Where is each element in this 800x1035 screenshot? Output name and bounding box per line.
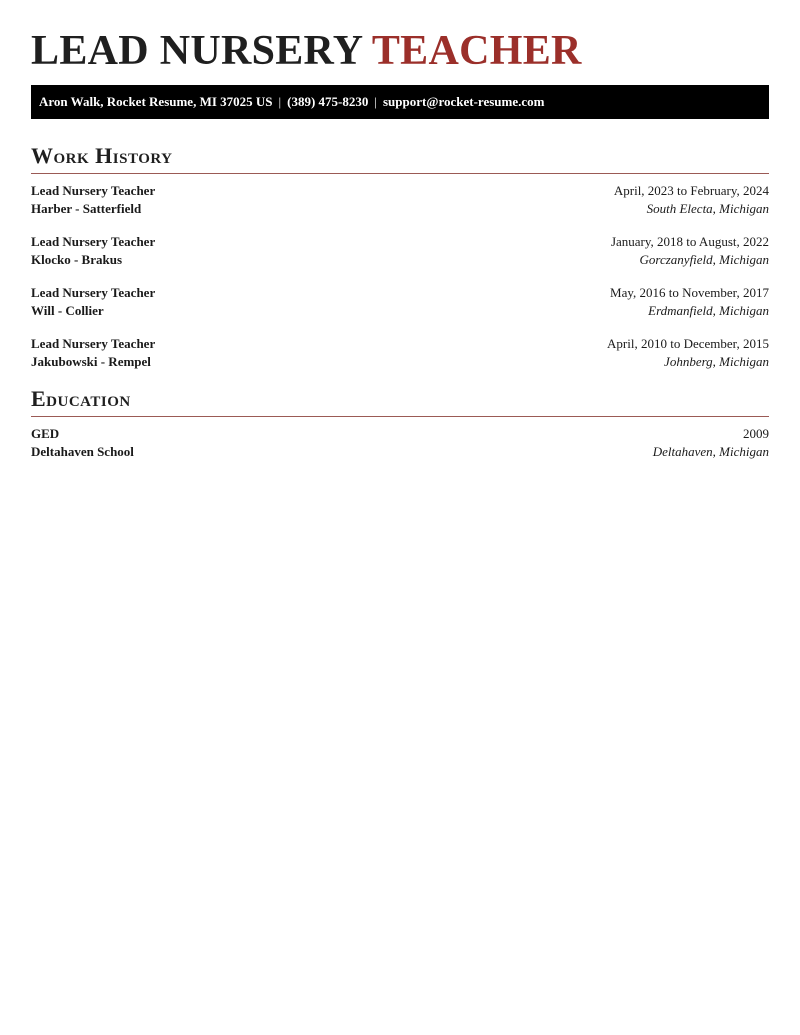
job-role: Lead Nursery Teacher: [31, 234, 156, 249]
work-history-heading: Work History: [31, 143, 173, 168]
job-role: Lead Nursery Teacher: [31, 183, 156, 198]
work-entry: [31, 182, 769, 218]
education-school: Deltahaven School: [31, 444, 134, 459]
resume-title: [31, 0, 769, 74]
job-company: Jakubowski - Rempel: [31, 354, 151, 369]
work-entry: [31, 233, 769, 269]
job-company: Will - Collier: [31, 303, 104, 318]
section-divider: [31, 416, 769, 417]
job-dates: May, 2016 to November, 2017: [610, 285, 769, 300]
contact-address: Aron Walk, Rocket Resume, MI 37025 US: [39, 94, 273, 109]
contact-separator: |: [278, 94, 282, 109]
education-degree: GED: [31, 426, 60, 441]
job-location: Erdmanfield, Michigan: [648, 303, 769, 318]
education-entry: [31, 425, 769, 461]
title-main: LEAD NURSERY: [31, 28, 362, 74]
work-entry: [31, 335, 769, 371]
title-accent: TEACHER: [371, 28, 582, 74]
job-dates: April, 2023 to February, 2024: [613, 183, 769, 198]
education-list: [31, 425, 769, 461]
job-role: Lead Nursery Teacher: [31, 285, 156, 300]
resume-page: [31, 0, 769, 461]
job-dates: April, 2010 to December, 2015: [607, 336, 769, 351]
education-heading: Education: [31, 386, 131, 411]
contact-separator: |: [374, 94, 377, 109]
education-year: 2009: [743, 426, 769, 441]
job-location: Gorczanyfield, Michigan: [639, 252, 769, 267]
job-company: Klocko - Brakus: [31, 252, 123, 267]
job-company: Harber - Satterfield: [31, 201, 142, 216]
job-dates: January, 2018 to August, 2022: [610, 234, 769, 249]
contact-email[interactable]: support@rocket-resume.com: [383, 94, 545, 109]
work-history-list: [31, 182, 769, 371]
section-divider: [31, 173, 769, 174]
job-location: South Electa, Michigan: [646, 201, 769, 216]
work-entry: [31, 284, 769, 320]
contact-bar: [31, 85, 769, 119]
work-history-section: [31, 142, 769, 371]
job-location: Johnberg, Michigan: [664, 354, 769, 369]
job-role: Lead Nursery Teacher: [31, 336, 156, 351]
education-section: [31, 385, 769, 461]
contact-phone: (389) 475-8230: [287, 94, 369, 109]
education-location: Deltahaven, Michigan: [652, 444, 769, 459]
